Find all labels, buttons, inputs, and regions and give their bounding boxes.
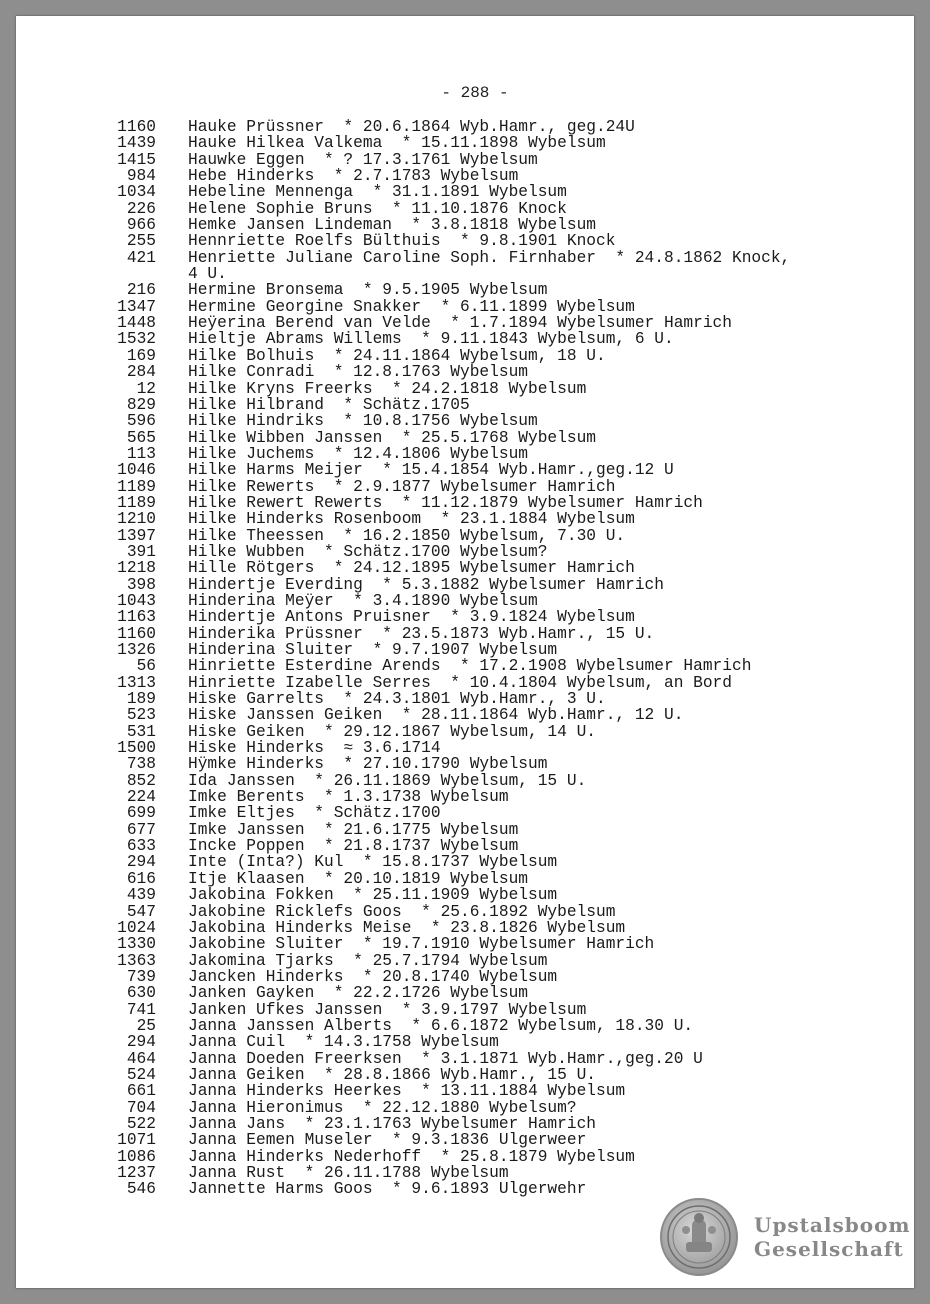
entry-text: Hilke Juchems * 12.4.1806 Wybelsum	[188, 444, 528, 463]
entry-text: Hÿmke Hinderks * 27.10.1790 Wybelsum	[188, 755, 548, 774]
entry-text: Hiske Hinderks ≈ 3.6.1714	[188, 739, 441, 758]
entry-number: 547	[126, 902, 156, 921]
entry-number: 1363	[117, 951, 156, 970]
entry-text: Hebe Hinderks * 2.7.1783 Wybelsum	[188, 167, 519, 186]
list-item	[96, 593, 886, 609]
list-item	[96, 282, 886, 298]
entry-text: Janna Hinderks Heerkes * 13.11.1884 Wybelsum	[188, 1082, 626, 1101]
list-item	[96, 789, 886, 805]
entry-text: Hilke Hilbrand * Schätz.1705	[188, 395, 470, 414]
entry-text: Hennriette Roelfs Bülthuis * 9.8.1901 Knock	[188, 232, 616, 251]
entry-text: Jakobina Fokken * 25.11.1909 Wybelsum	[188, 886, 558, 905]
entry-number: 546	[126, 1180, 156, 1199]
list-item	[96, 740, 886, 756]
entry-number: 531	[126, 722, 156, 741]
list-item	[96, 250, 886, 266]
entry-text: Hinderika Prüssner * 23.5.1873 Wyb.Hamr., 15 U.	[188, 624, 655, 643]
entry-text: Hilke Bolhuis * 24.11.1864 Wybelsum, 18 U.	[188, 346, 606, 365]
list-item	[96, 1002, 886, 1018]
entry-continuation: 4 U.	[188, 265, 227, 284]
entry-number: 565	[126, 428, 156, 447]
list-item	[96, 331, 886, 347]
list-item	[96, 1067, 886, 1083]
entry-number: 189	[126, 690, 156, 709]
entry-number: 284	[126, 363, 156, 382]
list-item	[96, 1034, 886, 1050]
list-item	[96, 315, 886, 331]
entry-text: Janna Rust * 26.11.1788 Wybelsum	[188, 1164, 509, 1182]
list-item	[96, 544, 886, 560]
list-item	[96, 299, 886, 315]
list-item	[96, 1181, 886, 1197]
list-item	[96, 953, 886, 969]
entry-text: Janna Janssen Alberts * 6.6.1872 Wybelsum, 18.30 U.	[188, 1016, 694, 1035]
seal-icon	[660, 1198, 738, 1276]
list-item	[96, 1100, 886, 1116]
entry-text: Hermine Bronsema * 9.5.1905 Wybelsum	[188, 281, 548, 300]
entry-number: 1071	[117, 1131, 156, 1150]
entry-number: 1210	[117, 510, 156, 529]
list-item	[96, 1165, 886, 1181]
list-item	[96, 364, 886, 380]
list-item	[96, 217, 886, 233]
entry-text: Jakobina Hinderks Meise * 23.8.1826 Wybelsum	[188, 918, 626, 937]
logo-line-1: Upstalsboom	[754, 1213, 911, 1237]
list-item	[96, 1051, 886, 1067]
entry-number: 56	[136, 657, 156, 676]
entry-number: 677	[126, 820, 156, 839]
entry-text: Heÿerina Berend van Velde * 1.7.1894 Wybelsumer Hamrich	[188, 314, 732, 333]
entry-number: 1397	[117, 526, 156, 545]
list-item	[96, 936, 886, 952]
entry-number: 699	[126, 804, 156, 823]
entry-text: Jakobine Sluiter * 19.7.1910 Wybelsumer Hamrich	[188, 935, 655, 954]
entry-text: Janken Ufkes Janssen * 3.9.1797 Wybelsum	[188, 1000, 587, 1019]
entry-text: Hemke Jansen Lindeman * 3.8.1818 Wybelsum	[188, 216, 596, 235]
entry-number: 829	[126, 395, 156, 414]
entry-text: Hilke Kryns Freerks * 24.2.1818 Wybelsum	[188, 379, 587, 398]
entry-number: 391	[126, 542, 156, 561]
entry-text: Janna Jans * 23.1.1763 Wybelsumer Hamrich	[188, 1114, 596, 1133]
list-item	[96, 511, 886, 527]
entry-text: Janna Geiken * 28.8.1866 Wyb.Hamr., 15 U.	[188, 1065, 596, 1084]
list-item	[96, 201, 886, 217]
entry-number: 1500	[117, 739, 156, 758]
entry-number: 1086	[117, 1147, 156, 1166]
entry-number: 255	[126, 232, 156, 251]
entry-number: 1347	[117, 297, 156, 316]
list-item	[96, 822, 886, 838]
page-number: - 288 -	[441, 84, 509, 102]
list-item	[96, 381, 886, 397]
entry-number: 984	[126, 167, 156, 186]
entry-number: 1326	[117, 641, 156, 659]
list-item	[96, 969, 886, 985]
list-item	[96, 1149, 886, 1165]
entry-number: 1189	[117, 493, 156, 512]
entry-text: Imke Berents * 1.3.1738 Wybelsum	[188, 788, 509, 807]
list-item	[96, 675, 886, 691]
entry-text: Hilke Wubben * Schätz.1700 Wybelsum?	[188, 542, 548, 561]
list-item	[96, 904, 886, 920]
entry-text: Jannette Harms Goos * 9.6.1893 Ulgerwehr	[188, 1180, 587, 1199]
list-item	[96, 119, 886, 135]
entry-number: 1313	[117, 673, 156, 692]
entry-text: Hilke Conradi * 12.8.1763 Wybelsum	[188, 363, 528, 382]
entry-number: 1532	[117, 330, 156, 349]
list-item	[96, 887, 886, 903]
list-item	[96, 1018, 886, 1034]
entry-text: Jancken Hinderks * 20.8.1740 Wybelsum	[188, 967, 558, 986]
entry-text: Janna Hieronimus * 22.12.1880 Wybelsum?	[188, 1098, 577, 1117]
entry-number: 421	[126, 248, 156, 267]
entry-text: Hilke Rewerts * 2.9.1877 Wybelsumer Hamrich	[188, 477, 616, 496]
entry-number: 12	[136, 379, 156, 398]
entry-text: Hilke Hinderks Rosenboom * 23.1.1884 Wybelsum	[188, 510, 635, 529]
entry-number: 1024	[117, 918, 156, 937]
list-item	[96, 168, 886, 184]
entry-number: 1160	[117, 118, 156, 136]
entry-number: 966	[126, 216, 156, 235]
list-item	[96, 233, 886, 249]
list-item	[96, 854, 886, 870]
list-item	[96, 756, 886, 772]
logo-text	[754, 1213, 911, 1261]
list-item	[96, 135, 886, 151]
entry-text: Hebeline Mennenga * 31.1.1891 Wybelsum	[188, 183, 567, 202]
entry-text: Imke Janssen * 21.6.1775 Wybelsum	[188, 820, 519, 839]
logo-line-2: Gesellschaft	[754, 1237, 904, 1261]
list-item	[96, 462, 886, 478]
list-item	[96, 1083, 886, 1099]
entry-text: Itje Klaasen * 20.10.1819 Wybelsum	[188, 869, 528, 888]
list-item	[96, 626, 886, 642]
entry-text: Hiske Garrelts * 24.3.1801 Wyb.Hamr., 3 U.	[188, 690, 606, 709]
list-item	[96, 773, 886, 789]
entry-text: Hieltje Abrams Willems * 9.11.1843 Wybelsum, 6 U.	[188, 330, 674, 349]
entry-number: 113	[126, 444, 156, 463]
list-item	[96, 871, 886, 887]
list-item	[96, 184, 886, 200]
list-item	[96, 528, 886, 544]
entry-text: Jakobine Ricklefs Goos * 25.6.1892 Wybelsum	[188, 902, 616, 921]
entry-number: 616	[126, 869, 156, 888]
entry-text: Janna Doeden Freerksen * 3.1.1871 Wyb.Hamr.,geg.20 U	[188, 1049, 703, 1068]
list-item	[96, 152, 886, 168]
entry-number: 522	[126, 1114, 156, 1133]
entry-number: 739	[126, 967, 156, 986]
entry-text: Helene Sophie Bruns * 11.10.1876 Knock	[188, 199, 567, 218]
entry-number: 661	[126, 1082, 156, 1101]
list-item	[96, 397, 886, 413]
entry-text: Inte (Inta?) Kul * 15.8.1737 Wybelsum	[188, 853, 558, 872]
entry-number: 1237	[117, 1164, 156, 1182]
entry-text: Hermine Georgine Snakker * 6.11.1899 Wybelsum	[188, 297, 635, 316]
entry-text: Hauke Prüssner * 20.6.1864 Wyb.Hamr., geg.24U	[188, 118, 635, 136]
entry-text: Hauke Hilkea Valkema * 15.11.1898 Wybelsum	[188, 134, 606, 153]
list-item	[96, 658, 886, 674]
entry-text: Janna Hinderks Nederhoff * 25.8.1879 Wybelsum	[188, 1147, 635, 1166]
entry-number: 224	[126, 788, 156, 807]
entry-number: 25	[136, 1016, 156, 1035]
entry-number: 216	[126, 281, 156, 300]
entry-text: Hindertje Everding * 5.3.1882 Wybelsumer Hamrich	[188, 575, 664, 594]
entry-text: Hinriette Izabelle Serres * 10.4.1804 Wybelsum, an Bord	[188, 673, 732, 692]
list-item	[96, 642, 886, 658]
entry-number: 169	[126, 346, 156, 365]
entry-text: Hindertje Antons Pruisner * 3.9.1824 Wybelsum	[188, 608, 635, 627]
entry-number: 1189	[117, 477, 156, 496]
entry-text: Janna Eemen Museler * 9.3.1836 Ulgerweer	[188, 1131, 587, 1150]
list-item	[96, 838, 886, 854]
entry-text: Hauwke Eggen * ? 17.3.1761 Wybelsum	[188, 150, 538, 169]
list-item	[96, 348, 886, 364]
entry-number: 523	[126, 706, 156, 725]
entry-number: 439	[126, 886, 156, 905]
entry-text: Hinriette Esterdine Arends * 17.2.1908 Wybelsumer Hamrich	[188, 657, 752, 676]
publisher-logo	[660, 1198, 911, 1276]
list-item	[96, 707, 886, 723]
list-item	[96, 609, 886, 625]
entry-text: Hilke Harms Meijer * 15.4.1854 Wyb.Hamr.,geg.12 U	[188, 461, 674, 480]
entry-text: Hiske Janssen Geiken * 28.11.1864 Wyb.Hamr., 12 U.	[188, 706, 684, 725]
entry-number: 738	[126, 755, 156, 774]
entry-text: Hilke Theessen * 16.2.1850 Wybelsum, 7.30 U.	[188, 526, 626, 545]
entry-text: Hilke Wibben Janssen * 25.5.1768 Wybelsum	[188, 428, 596, 447]
entry-number: 596	[126, 412, 156, 431]
entry-text: Janken Gayken * 22.2.1726 Wybelsum	[188, 984, 528, 1003]
entry-number: 741	[126, 1000, 156, 1019]
list-item	[96, 479, 886, 495]
entry-text: Incke Poppen * 21.8.1737 Wybelsum	[188, 837, 519, 856]
entry-number: 1046	[117, 461, 156, 480]
list-item	[96, 413, 886, 429]
list-item	[96, 495, 886, 511]
entry-number: 1415	[117, 150, 156, 169]
entry-number: 1330	[117, 935, 156, 954]
entry-number: 1160	[117, 624, 156, 643]
entry-number: 1163	[117, 608, 156, 627]
list-item	[96, 430, 886, 446]
entry-text: Hinderina Meÿer * 3.4.1890 Wybelsum	[188, 591, 538, 610]
entry-number: 524	[126, 1065, 156, 1084]
list-item	[96, 691, 886, 707]
entry-text: Hilke Rewert Rewerts * 11.12.1879 Wybelsumer Hamrich	[188, 493, 703, 512]
list-item	[96, 920, 886, 936]
entry-text: Imke Eltjes * Schätz.1700	[188, 804, 441, 823]
entry-number: 630	[126, 984, 156, 1003]
entry-number: 633	[126, 837, 156, 856]
entry-number: 294	[126, 1033, 156, 1052]
entry-number: 1439	[117, 134, 156, 153]
list-item	[96, 805, 886, 821]
entry-text: Janna Cuil * 14.3.1758 Wybelsum	[188, 1033, 499, 1052]
list-item	[96, 560, 886, 576]
entry-number: 398	[126, 575, 156, 594]
entry-text: Hiske Geiken * 29.12.1867 Wybelsum, 14 U.	[188, 722, 596, 741]
list-item	[96, 1116, 886, 1132]
entry-number: 1043	[117, 591, 156, 610]
document-page	[16, 16, 914, 1288]
list-item	[96, 1132, 886, 1148]
entry-text: Ida Janssen * 26.11.1869 Wybelsum, 15 U.	[188, 771, 587, 790]
entry-number: 464	[126, 1049, 156, 1068]
entry-text: Henriette Juliane Caroline Soph. Firnhaber * 24.8.1862 Knock,	[188, 248, 791, 267]
entry-list	[96, 119, 886, 1198]
entry-text: Hinderina Sluiter * 9.7.1907 Wybelsum	[188, 641, 558, 659]
entry-text: Jakomina Tjarks * 25.7.1794 Wybelsum	[188, 951, 548, 970]
entry-number: 852	[126, 771, 156, 790]
entry-text: Hilke Hindriks * 10.8.1756 Wybelsum	[188, 412, 538, 431]
entry-number: 704	[126, 1098, 156, 1117]
entry-number: 1218	[117, 559, 156, 578]
list-item	[96, 724, 886, 740]
list-item	[96, 446, 886, 462]
entry-number: 226	[126, 199, 156, 218]
entry-number: 1034	[117, 183, 156, 202]
entry-number: 294	[126, 853, 156, 872]
list-item	[96, 985, 886, 1001]
entry-number: 1448	[117, 314, 156, 333]
list-item	[96, 577, 886, 593]
entry-text: Hille Rötgers * 24.12.1895 Wybelsumer Hamrich	[188, 559, 635, 578]
